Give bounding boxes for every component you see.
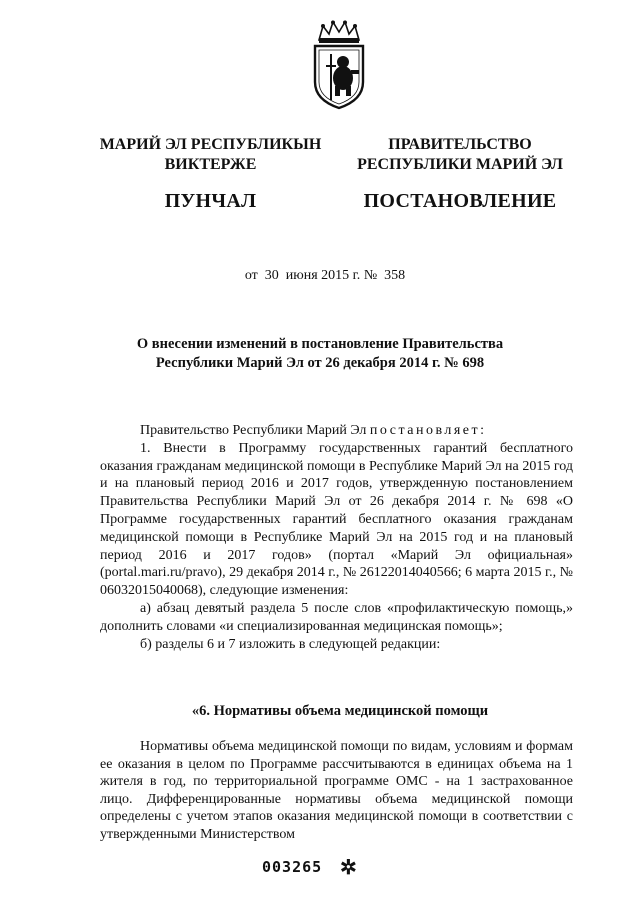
header-right-block: [355, 135, 565, 213]
header-right-line1: ПРАВИТЕЛЬСТВО: [388, 136, 532, 153]
header-left-line1: МАРИЙ ЭЛ РЕСПУБЛИКЫН: [99, 136, 322, 153]
star-mark-icon: ✲: [340, 857, 357, 879]
section-heading: «6. Нормативы объема медицинской помощи: [191, 703, 489, 719]
date-day: 30: [264, 268, 279, 283]
document-body: [100, 422, 573, 653]
title-line1: О внесении изменений в постановление Правительства: [136, 336, 504, 352]
title-line2: Республики Марий Эл от 26 декабря 2014 г. № 698: [155, 355, 485, 371]
header-right-line2: РЕСПУБЛИКИ МАРИЙ ЭЛ: [357, 156, 563, 173]
date-prefix: от: [244, 268, 258, 283]
header-left-doc-type: ПУНЧАЛ: [164, 190, 257, 212]
crown-icon: [319, 21, 359, 44]
document-date-line: [0, 268, 640, 284]
item-a-paragraph: а) абзац девятый раздела 5 после слов «профилактическую помощь,» дополнить словами «и специализированная медицинская помощь»;: [100, 600, 573, 634]
form-serial-number: 003265: [262, 858, 323, 876]
header-left-block: [88, 135, 333, 213]
document-number: 358: [384, 268, 406, 283]
header-right-doc-type: ПОСТАНОВЛЕНИЕ: [363, 190, 557, 212]
coat-of-arms-emblem: [311, 20, 367, 110]
number-label: №: [363, 268, 378, 283]
section-body: [100, 738, 573, 843]
intro-verb: постановляет:: [369, 423, 487, 438]
header-left-line2: ВИКТЕРЖЕ: [164, 156, 257, 173]
document-title: [90, 335, 550, 373]
item-b-paragraph: б) разделы 6 и 7 изложить в следующей редакции:: [140, 636, 441, 652]
intro-subject: Правительство Республики Марий Эл: [140, 423, 367, 438]
intro-paragraph: [100, 422, 573, 440]
item-1-paragraph: 1. Внести в Программу государственных гарантий бесплатного оказания гражданам медицинской помощи в Республике Марий Эл на 2015 год и на плановый период 2016 и 2017 годов, утвержденную постановлением Правительства Республики Марий Эл от 26 декабря 2014 г. № 698 «О Программе государственных гарантий бесплатного оказания гражданам медицинской помощи в Республике Марий Эл на 2015 год и на плановый период 2016 и 2017 годов» (портал «Марий Эл официальная» (portal.mari.ru/pravo), 29 декабря 2014 г., № 26122014040566; 6 марта 2015 г., № 06032015040068), следующие изменения:: [100, 440, 573, 599]
section-paragraph: Нормативы объема медицинской помощи по видам, условиям и формам ее оказания в целом по Программе рассчитываются в единицах объема на 1 жителя в год, по территориальной программе ОМС - на 1 застрахованное лицо. Дифференцированные нормативы объема медицинской помощи определены с учетом этапов оказания медицинской помощи в соответствии с утвержденными Министерством: [100, 739, 573, 842]
date-month-year: июня 2015 г.: [285, 268, 361, 283]
